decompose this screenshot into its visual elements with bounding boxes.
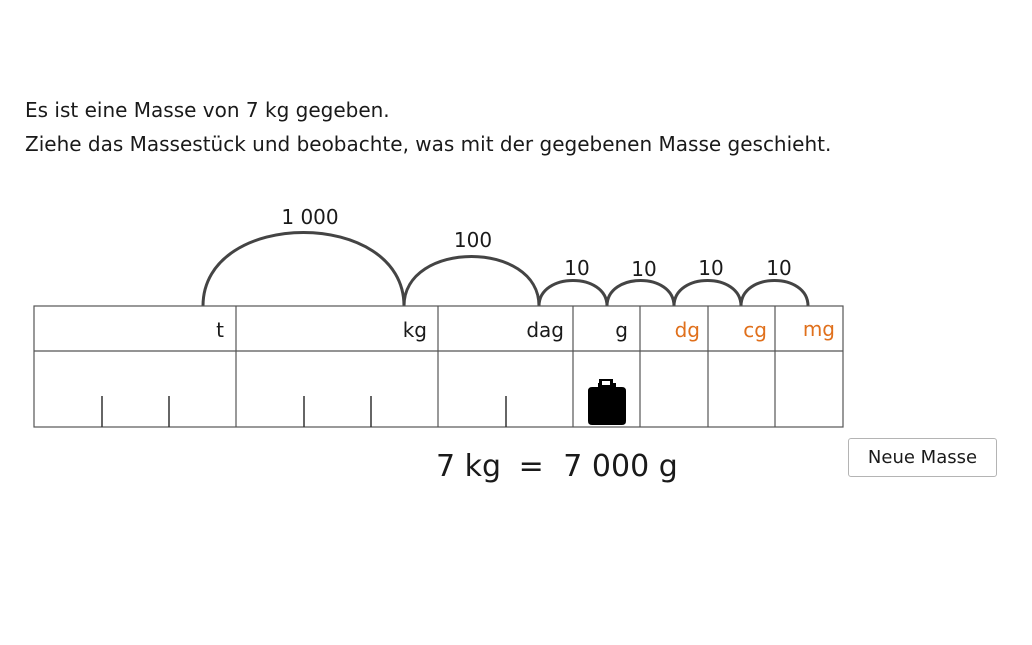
instruction-line-2: Ziehe das Massestück und beobachte, was mit der gegebenen Masse geschieht. <box>25 132 832 156</box>
arc-label: 10 <box>631 257 657 281</box>
unit-label-dg: dg <box>674 318 700 342</box>
unit-label-t: t <box>216 318 224 342</box>
unit-label-kg: kg <box>402 318 427 342</box>
new-mass-button[interactable]: Neue Masse <box>848 438 997 477</box>
weight-icon[interactable] <box>588 379 626 425</box>
arc-g-dg <box>607 281 674 307</box>
result-given-mass: 7 kg <box>436 449 502 484</box>
unit-label-mg: mg <box>802 317 835 341</box>
arc-label: 10 <box>766 256 792 280</box>
arc-label: 100 <box>453 228 493 252</box>
arc-kg-dag <box>404 257 539 307</box>
arc-t-kg <box>203 233 404 307</box>
result-equals-sign: = <box>518 449 544 484</box>
conversion-result <box>436 447 678 487</box>
arc-dag-g <box>539 281 607 307</box>
unit-table <box>34 306 843 427</box>
arc-cg-mg <box>741 281 808 307</box>
arc-label: 10 <box>698 256 724 280</box>
instruction-line-1: Es ist eine Masse von 7 kg gegeben. <box>25 98 390 122</box>
unit-label-dag: dag <box>526 318 564 342</box>
result-converted-mass: 7 000 g <box>563 449 678 484</box>
tick-marks <box>102 396 506 427</box>
arc-label: 1 000 <box>281 205 339 229</box>
unit-label-g: g <box>615 318 628 342</box>
arc-label: 10 <box>564 256 590 280</box>
arc-dg-cg <box>674 281 741 307</box>
unit-label-cg: cg <box>743 318 767 342</box>
